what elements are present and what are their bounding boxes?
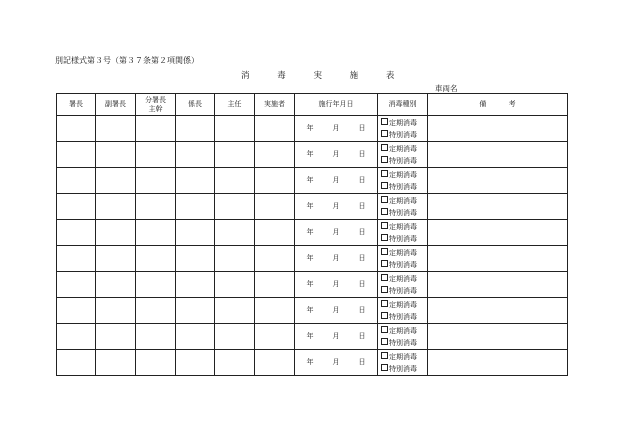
disinfection-type-cell bbox=[378, 246, 428, 272]
checkbox-icon[interactable] bbox=[381, 300, 388, 307]
stamp-branch-chief-cell[interactable] bbox=[136, 142, 176, 168]
date-cell[interactable] bbox=[295, 168, 378, 194]
stamp-implementer-cell[interactable] bbox=[255, 220, 295, 246]
checkbox-icon[interactable] bbox=[381, 208, 388, 215]
stamp-chief-cell[interactable] bbox=[57, 324, 96, 350]
option-label: 定期消毒 bbox=[389, 326, 417, 335]
header-section-chief: 係長 bbox=[176, 94, 215, 116]
date-unit-year: 年 bbox=[306, 124, 314, 132]
date-cell[interactable] bbox=[295, 298, 378, 324]
stamp-vice-chief-cell[interactable] bbox=[96, 324, 136, 350]
option-label: 定期消毒 bbox=[389, 196, 417, 205]
remarks-cell[interactable] bbox=[428, 324, 568, 350]
option-label: 特別消毒 bbox=[389, 286, 417, 295]
stamp-chief-cell[interactable] bbox=[57, 168, 96, 194]
option-special-disinfection[interactable] bbox=[381, 233, 427, 245]
date-unit-year: 年 bbox=[306, 332, 314, 340]
date-unit-day: 日 bbox=[358, 124, 366, 132]
stamp-section-chief-cell[interactable] bbox=[176, 298, 215, 324]
remarks-cell[interactable] bbox=[428, 116, 568, 142]
title-char: 毒 bbox=[277, 71, 286, 81]
stamp-implementer-cell[interactable] bbox=[255, 350, 295, 376]
date-unit-day: 日 bbox=[358, 358, 366, 366]
stamp-branch-chief-cell[interactable] bbox=[136, 350, 176, 376]
date-unit-year: 年 bbox=[306, 306, 314, 314]
remarks-cell[interactable] bbox=[428, 220, 568, 246]
date-unit-day: 日 bbox=[358, 306, 366, 314]
stamp-vice-chief-cell[interactable] bbox=[96, 246, 136, 272]
table-row bbox=[57, 246, 568, 272]
disinfection-type-cell bbox=[378, 142, 428, 168]
checkbox-icon[interactable] bbox=[381, 260, 388, 267]
option-label: 定期消毒 bbox=[389, 248, 417, 257]
stamp-vice-chief-cell[interactable] bbox=[96, 142, 136, 168]
option-regular-disinfection[interactable] bbox=[381, 273, 427, 285]
disinfection-type-cell bbox=[378, 324, 428, 350]
stamp-officer-cell[interactable] bbox=[215, 298, 255, 324]
title-char: 実 bbox=[313, 71, 322, 81]
option-regular-disinfection[interactable] bbox=[381, 169, 427, 181]
option-special-disinfection[interactable] bbox=[381, 155, 427, 167]
stamp-officer-cell[interactable] bbox=[215, 350, 255, 376]
header-vice-chief: 副署長 bbox=[96, 94, 136, 116]
stamp-branch-chief-cell[interactable] bbox=[136, 116, 176, 142]
table-row bbox=[57, 324, 568, 350]
date-cell[interactable] bbox=[295, 220, 378, 246]
stamp-chief-cell[interactable] bbox=[57, 116, 96, 142]
stamp-implementer-cell[interactable] bbox=[255, 142, 295, 168]
option-label: 特別消毒 bbox=[389, 234, 417, 243]
option-label: 特別消毒 bbox=[389, 156, 417, 165]
option-label: 特別消毒 bbox=[389, 312, 417, 321]
checkbox-icon[interactable] bbox=[381, 352, 388, 359]
date-unit-year: 年 bbox=[306, 176, 314, 184]
stamp-officer-cell[interactable] bbox=[215, 168, 255, 194]
option-label: 定期消毒 bbox=[389, 222, 417, 231]
stamp-branch-chief-cell[interactable] bbox=[136, 194, 176, 220]
date-cell[interactable] bbox=[295, 194, 378, 220]
remarks-cell[interactable] bbox=[428, 168, 568, 194]
date-unit-year: 年 bbox=[306, 228, 314, 236]
checkbox-icon[interactable] bbox=[381, 338, 388, 345]
header-officer: 主任 bbox=[215, 94, 255, 116]
option-special-disinfection[interactable] bbox=[381, 207, 427, 219]
date-unit-month: 月 bbox=[332, 202, 340, 210]
stamp-officer-cell[interactable] bbox=[215, 194, 255, 220]
stamp-vice-chief-cell[interactable] bbox=[96, 350, 136, 376]
stamp-vice-chief-cell[interactable] bbox=[96, 298, 136, 324]
header-branch-chief bbox=[136, 94, 176, 116]
option-label: 特別消毒 bbox=[389, 130, 417, 139]
option-regular-disinfection[interactable] bbox=[381, 195, 427, 207]
header-remarks bbox=[428, 94, 568, 116]
option-special-disinfection[interactable] bbox=[381, 363, 427, 375]
option-regular-disinfection[interactable] bbox=[381, 351, 427, 363]
checkbox-icon[interactable] bbox=[381, 156, 388, 163]
option-label: 定期消毒 bbox=[389, 274, 417, 283]
stamp-officer-cell[interactable] bbox=[215, 246, 255, 272]
option-special-disinfection[interactable] bbox=[381, 311, 427, 323]
stamp-officer-cell[interactable] bbox=[215, 116, 255, 142]
table-header-row bbox=[57, 94, 568, 116]
date-unit-day: 日 bbox=[358, 176, 366, 184]
option-label: 特別消毒 bbox=[389, 338, 417, 347]
option-label: 定期消毒 bbox=[389, 300, 417, 309]
date-unit-month: 月 bbox=[332, 124, 340, 132]
header-remarks-char: 考 bbox=[508, 100, 516, 108]
table-row bbox=[57, 220, 568, 246]
date-cell[interactable] bbox=[295, 142, 378, 168]
checkbox-icon[interactable] bbox=[381, 222, 388, 229]
date-unit-year: 年 bbox=[306, 254, 314, 262]
stamp-vice-chief-cell[interactable] bbox=[96, 272, 136, 298]
date-unit-month: 月 bbox=[332, 254, 340, 262]
stamp-implementer-cell[interactable] bbox=[255, 272, 295, 298]
stamp-implementer-cell[interactable] bbox=[255, 324, 295, 350]
date-cell[interactable] bbox=[295, 350, 378, 376]
stamp-vice-chief-cell[interactable] bbox=[96, 220, 136, 246]
remarks-cell[interactable] bbox=[428, 272, 568, 298]
title-char: 施 bbox=[349, 71, 359, 81]
table-row bbox=[57, 116, 568, 142]
checkbox-icon[interactable] bbox=[381, 364, 388, 371]
date-unit-year: 年 bbox=[306, 150, 314, 158]
stamp-branch-chief-cell[interactable] bbox=[136, 220, 176, 246]
option-regular-disinfection[interactable] bbox=[381, 117, 427, 129]
date-unit-month: 月 bbox=[332, 332, 340, 340]
option-regular-disinfection[interactable] bbox=[381, 143, 427, 155]
option-special-disinfection[interactable] bbox=[381, 129, 427, 141]
option-label: 特別消毒 bbox=[389, 182, 417, 191]
checkbox-icon[interactable] bbox=[381, 312, 388, 319]
option-regular-disinfection[interactable] bbox=[381, 299, 427, 311]
checkbox-icon[interactable] bbox=[381, 248, 388, 255]
header-implementer: 実施者 bbox=[255, 94, 295, 116]
date-unit-year: 年 bbox=[306, 358, 314, 366]
checkbox-icon[interactable] bbox=[381, 118, 388, 125]
date-unit-day: 日 bbox=[358, 150, 366, 158]
stamp-vice-chief-cell[interactable] bbox=[96, 116, 136, 142]
checkbox-icon[interactable] bbox=[381, 234, 388, 241]
disinfection-type-cell bbox=[378, 350, 428, 376]
stamp-section-chief-cell[interactable] bbox=[176, 194, 215, 220]
option-label: 定期消毒 bbox=[389, 352, 417, 361]
header-disinfection-type: 消毒種別 bbox=[378, 94, 428, 116]
date-unit-month: 月 bbox=[332, 280, 340, 288]
stamp-officer-cell[interactable] bbox=[215, 272, 255, 298]
stamp-section-chief-cell[interactable] bbox=[176, 220, 215, 246]
date-unit-day: 日 bbox=[358, 280, 366, 288]
stamp-officer-cell[interactable] bbox=[215, 324, 255, 350]
checkbox-icon[interactable] bbox=[381, 326, 388, 333]
stamp-chief-cell[interactable] bbox=[57, 272, 96, 298]
checkbox-icon[interactable] bbox=[381, 130, 388, 137]
date-unit-day: 日 bbox=[358, 228, 366, 236]
disinfection-type-cell bbox=[378, 116, 428, 142]
remarks-cell[interactable] bbox=[428, 246, 568, 272]
header-remarks-char: 備 bbox=[479, 100, 487, 108]
date-unit-month: 月 bbox=[332, 228, 340, 236]
date-unit-year: 年 bbox=[306, 280, 314, 288]
date-unit-day: 日 bbox=[358, 332, 366, 340]
option-label: 定期消毒 bbox=[389, 170, 417, 179]
date-unit-day: 日 bbox=[358, 254, 366, 262]
date-cell[interactable] bbox=[295, 272, 378, 298]
stamp-vice-chief-cell[interactable] bbox=[96, 194, 136, 220]
stamp-section-chief-cell[interactable] bbox=[176, 142, 215, 168]
checkbox-icon[interactable] bbox=[381, 170, 388, 177]
date-unit-year: 年 bbox=[306, 202, 314, 210]
checkbox-icon[interactable] bbox=[381, 182, 388, 189]
option-regular-disinfection[interactable] bbox=[381, 221, 427, 233]
disinfection-type-cell bbox=[378, 272, 428, 298]
date-unit-month: 月 bbox=[332, 358, 340, 366]
disinfection-type-cell bbox=[378, 194, 428, 220]
disinfection-table bbox=[56, 93, 568, 376]
table-row bbox=[57, 350, 568, 376]
option-special-disinfection[interactable] bbox=[381, 285, 427, 297]
remarks-cell[interactable] bbox=[428, 298, 568, 324]
stamp-branch-chief-cell[interactable] bbox=[136, 324, 176, 350]
option-label: 定期消毒 bbox=[389, 144, 417, 153]
stamp-implementer-cell[interactable] bbox=[255, 194, 295, 220]
stamp-implementer-cell[interactable] bbox=[255, 246, 295, 272]
stamp-branch-chief-cell[interactable] bbox=[136, 298, 176, 324]
option-label: 定期消毒 bbox=[389, 118, 417, 127]
title-char: 表 bbox=[385, 71, 395, 81]
stamp-chief-cell[interactable] bbox=[57, 142, 96, 168]
disinfection-type-cell bbox=[378, 168, 428, 194]
stamp-section-chief-cell[interactable] bbox=[176, 168, 215, 194]
date-unit-day: 日 bbox=[358, 202, 366, 210]
stamp-chief-cell[interactable] bbox=[57, 350, 96, 376]
table-row bbox=[57, 142, 568, 168]
stamp-chief-cell[interactable] bbox=[57, 194, 96, 220]
table-row bbox=[57, 168, 568, 194]
stamp-vice-chief-cell[interactable] bbox=[96, 168, 136, 194]
table-row bbox=[57, 194, 568, 220]
date-unit-month: 月 bbox=[332, 176, 340, 184]
stamp-branch-chief-cell[interactable] bbox=[136, 168, 176, 194]
form-label: 別記様式第３号（第３７条第２項関係） bbox=[55, 56, 199, 65]
date-unit-month: 月 bbox=[332, 150, 340, 158]
checkbox-icon[interactable] bbox=[381, 286, 388, 293]
stamp-chief-cell[interactable] bbox=[57, 246, 96, 272]
checkbox-icon[interactable] bbox=[381, 144, 388, 151]
option-label: 特別消毒 bbox=[389, 208, 417, 217]
option-special-disinfection[interactable] bbox=[381, 337, 427, 349]
remarks-cell[interactable] bbox=[428, 194, 568, 220]
checkbox-icon[interactable] bbox=[381, 196, 388, 203]
stamp-officer-cell[interactable] bbox=[215, 220, 255, 246]
remarks-cell[interactable] bbox=[428, 350, 568, 376]
stamp-section-chief-cell[interactable] bbox=[176, 246, 215, 272]
option-label: 特別消毒 bbox=[389, 260, 417, 269]
option-regular-disinfection[interactable] bbox=[381, 325, 427, 337]
stamp-implementer-cell[interactable] bbox=[255, 168, 295, 194]
stamp-implementer-cell[interactable] bbox=[255, 116, 295, 142]
document-title bbox=[241, 69, 394, 81]
stamp-section-chief-cell[interactable] bbox=[176, 116, 215, 142]
stamp-chief-cell[interactable] bbox=[57, 220, 96, 246]
stamp-section-chief-cell[interactable] bbox=[176, 272, 215, 298]
option-regular-disinfection[interactable] bbox=[381, 247, 427, 259]
option-label: 特別消毒 bbox=[389, 364, 417, 373]
table-row bbox=[57, 298, 568, 324]
stamp-section-chief-cell[interactable] bbox=[176, 350, 215, 376]
date-cell[interactable] bbox=[295, 116, 378, 142]
header-branch-chief-line2: 主幹 bbox=[148, 104, 163, 113]
date-cell[interactable] bbox=[295, 324, 378, 350]
stamp-branch-chief-cell[interactable] bbox=[136, 272, 176, 298]
header-date: 施行年月日 bbox=[295, 94, 378, 116]
table-row bbox=[57, 272, 568, 298]
stamp-implementer-cell[interactable] bbox=[255, 298, 295, 324]
option-special-disinfection[interactable] bbox=[381, 181, 427, 193]
header-chief: 署長 bbox=[57, 94, 96, 116]
disinfection-type-cell bbox=[378, 220, 428, 246]
title-char: 消 bbox=[241, 71, 250, 81]
header-branch-chief-line1: 分署長 bbox=[145, 95, 166, 104]
date-unit-month: 月 bbox=[332, 306, 340, 314]
date-cell[interactable] bbox=[295, 246, 378, 272]
stamp-chief-cell[interactable] bbox=[57, 298, 96, 324]
checkbox-icon[interactable] bbox=[381, 274, 388, 281]
stamp-section-chief-cell[interactable] bbox=[176, 324, 215, 350]
option-special-disinfection[interactable] bbox=[381, 259, 427, 271]
disinfection-type-cell bbox=[378, 298, 428, 324]
stamp-officer-cell[interactable] bbox=[215, 142, 255, 168]
vehicle-name-label: 車両名 bbox=[435, 84, 458, 93]
remarks-cell[interactable] bbox=[428, 142, 568, 168]
stamp-branch-chief-cell[interactable] bbox=[136, 246, 176, 272]
